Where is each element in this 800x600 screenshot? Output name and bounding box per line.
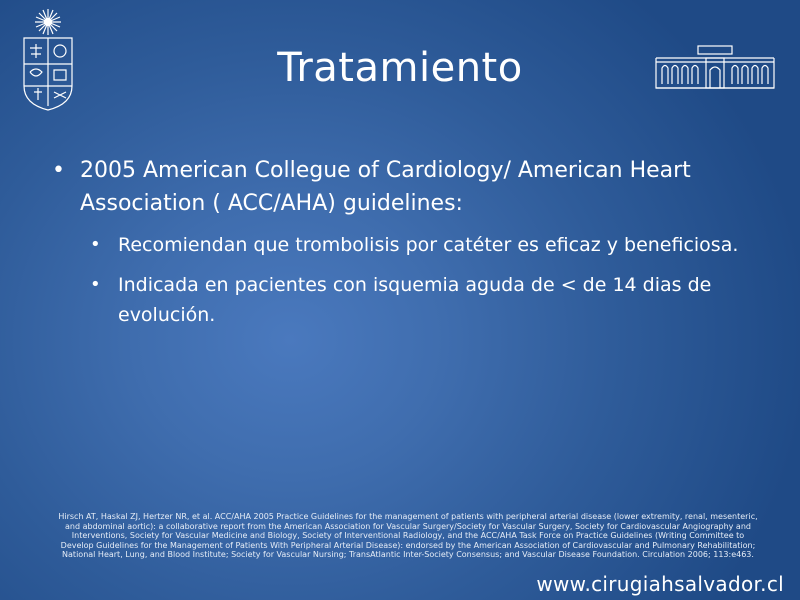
website-url[interactable]: www.cirugiahsalvador.cl: [536, 572, 784, 596]
slide-title: Tratamiento: [277, 45, 523, 91]
sub-bullet-item: [86, 270, 768, 330]
slide-content: [48, 154, 768, 340]
bullet-text: 2005 American Collegue of Cardiology/ American Heart Association ( ACC/AHA) guidelines:: [80, 158, 691, 216]
university-crest-icon: [14, 6, 82, 112]
sub-bullet-text: Recomiendan que trombolisis por catéter es eficaz y beneficiosa.: [118, 234, 739, 256]
hospital-building-icon: [654, 44, 776, 92]
sub-bullet-item: [86, 230, 768, 260]
reference-citation: Hirsch AT, Haskal ZJ, Hertzer NR, et al. ACC/AHA 2005 Practice Guidelines for the management of patients with peripheral arterial disease (lower extremity, renal, mesenteric, and abdominal aortic): a collaborative report from the American Association for Vascular Surgery/Society for Vascular Surgery, Society for Cardiovascular Angiography and Interventions, Society for Vascular Medicine and Biology, Society of Interventional Radiology, and the ACC/AHA Task Force on Practice Guidelines (Writing Committee to Develop Guidelines for the Management of Patients With Peripheral Arterial Disease): endorsed by the American Association of Cardiovascular and Pulmonary Rehabilitation; National Heart, Lung, and Blood Institute; Society for Vascular Nursing; TransAtlantic Inter-Society Consensus; and Vascular Disease Foundation. Circulation 2006; 113:e463.: [58, 512, 758, 560]
bullet-item: [48, 154, 768, 220]
sub-bullet-icon: •: [90, 274, 101, 295]
sub-bullet-icon: •: [90, 234, 101, 255]
bullet-icon: •: [52, 158, 65, 183]
sub-bullet-text: Indicada en pacientes con isquemia aguda de < de 14 dias de evolución.: [118, 274, 712, 326]
